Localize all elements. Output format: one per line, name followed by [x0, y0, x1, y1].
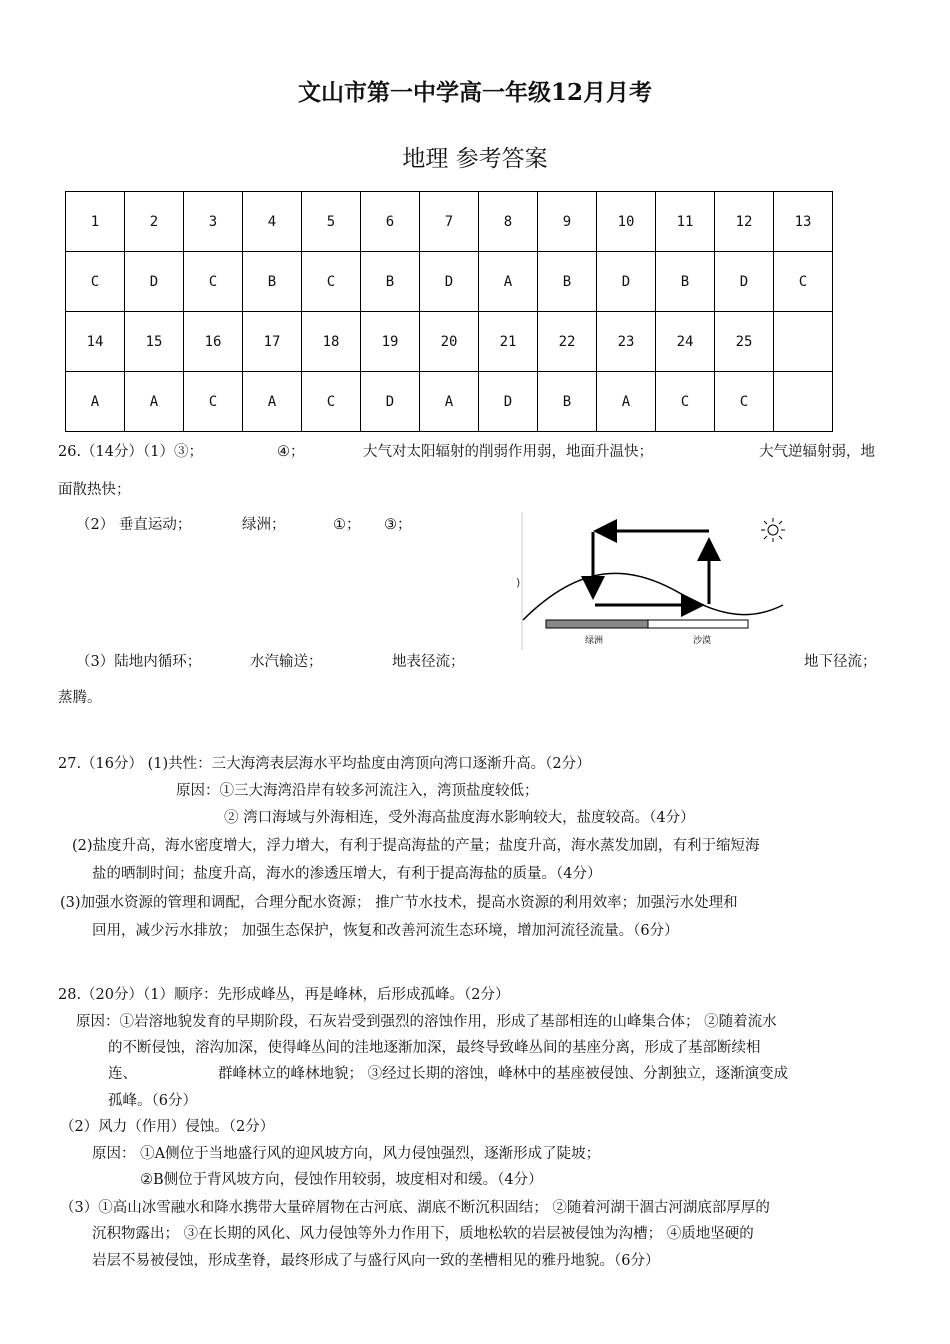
q27-line2: 原因：①三大海湾沿岸有较多河流注入，湾顶盐度较低；	[176, 783, 539, 799]
q28-line9: （3）①高山冰雪融水和降水携带大量碎屑物在古河底、湖底不断沉积固结； ②随着河湖干涸古河湖底部厚厚的	[60, 1200, 770, 1216]
question-number: 3	[184, 192, 243, 252]
q27-line3: ② 湾口海域与外海相连，受外海高盐度海水影响较大，盐度较高。（4分）	[224, 810, 695, 826]
answer-letter: B	[361, 252, 420, 312]
question-number: 8	[479, 192, 538, 252]
question-number: 19	[361, 312, 420, 372]
answer-letter: D	[420, 252, 479, 312]
question-number: 22	[538, 312, 597, 372]
q26-part2-a: （2） 垂直运动；	[76, 517, 192, 533]
q27-line4: (2)盐度升高，海水密度增大，浮力增大，有利于提高海盐的产量；盐度升高，海水蒸发加剧，有利于缩短海	[72, 838, 760, 854]
q28-line8: ②B侧位于背风坡方向，侵蚀作用较弱，坡度相对和缓。（4分）	[140, 1172, 543, 1188]
answer-table	[65, 191, 833, 432]
q28-line2: 原因：①岩溶地貌发育的早期阶段，石灰岩受到强烈的溶蚀作用，形成了基部相连的山峰集合体； ②随着流水	[76, 1014, 777, 1030]
q28-line7: 原因： ①A侧位于当地盛行风的迎风坡方向，风力侵蚀强烈，逐渐形成了陡坡；	[92, 1146, 601, 1162]
oasis-bar	[546, 620, 648, 628]
answer-letter: B	[538, 252, 597, 312]
q27-line7: 回用，减少污水排放； 加强生态保护，恢复和改善河流生态环境，增加河流径流量。（6分）	[92, 923, 679, 939]
answer-letter: C	[774, 252, 833, 312]
q27-line1: 27.（16分） (1)共性：三大海湾表层海水平均盐度由湾顶向湾口逐渐升高。（2分）	[58, 756, 591, 772]
oasis-label: 绿洲	[585, 636, 604, 646]
question-number: 23	[597, 312, 656, 372]
q26-part3-d: 地下径流；	[804, 654, 877, 670]
answer-letter: A	[243, 372, 302, 432]
q26-part2-b: 绿洲；	[242, 517, 286, 533]
page-title: 文山市第一中学高一年级12月月考	[297, 79, 652, 106]
q27-line5: 盐的晒制时间；盐度升高，海水的渗透压增大，有利于提高海盐的质量。（4分）	[92, 866, 602, 882]
answer-letter: C	[184, 252, 243, 312]
q28-line4a: 连、	[108, 1066, 137, 1082]
sun-icon	[761, 518, 785, 542]
answer-letter: D	[125, 252, 184, 312]
q28-line1: 28.（20分）（1）顺序：先形成峰丛，再是峰林，后形成孤峰。（2分）	[58, 987, 510, 1003]
question-number: 10	[597, 192, 656, 252]
question-number: 17	[243, 312, 302, 372]
q26-part3-e: 蒸腾。	[58, 690, 102, 706]
q26-answer-4: ④；	[277, 444, 305, 460]
question-number: 7	[420, 192, 479, 252]
question-number: 11	[656, 192, 715, 252]
answer-letter: A	[479, 252, 538, 312]
question-number: 18	[302, 312, 361, 372]
question-number: 24	[656, 312, 715, 372]
q26-part2-d: ③；	[384, 517, 412, 533]
q26-answer-reason2: 大气逆辐射弱，地	[759, 444, 875, 460]
q26-part3-a: （3）陆地内循环；	[76, 654, 202, 670]
answer-letter: B	[538, 372, 597, 432]
q28-line3: 的不断侵蚀，溶沟加深，使得峰丛间的洼地逐渐加深，最终导致峰丛间的基座分离，形成了基部断续相	[108, 1040, 761, 1056]
answer-letter: D	[715, 252, 774, 312]
question-number: 25	[715, 312, 774, 372]
desert-bar	[648, 620, 748, 628]
page-subtitle: 地理 参考答案	[402, 146, 548, 172]
answer-letter: C	[715, 372, 774, 432]
q26-answer-reason1: 大气对太阳辐射的削弱作用弱，地面升温快；	[363, 444, 653, 460]
answer-letter: B	[656, 252, 715, 312]
question-number: 4	[243, 192, 302, 252]
question-number: 13	[774, 192, 833, 252]
answer-letter: B	[243, 252, 302, 312]
table-row	[66, 192, 833, 252]
answer-letter: C	[302, 372, 361, 432]
answer-letter: A	[125, 372, 184, 432]
question-number: 15	[125, 312, 184, 372]
question-number: 2	[125, 192, 184, 252]
table-row	[66, 252, 833, 312]
q28-line6: （2）风力（作用）侵蚀。（2分）	[60, 1119, 275, 1135]
question-number: 16	[184, 312, 243, 372]
table-row	[66, 372, 833, 432]
q28-line10: 沉积物露出； ③在长期的风化、风力侵蚀等外力作用下，质地松软的岩层被侵蚀为沟槽； ④质地坚硬的	[92, 1226, 754, 1242]
q26-part2-c: ①；	[333, 517, 361, 533]
answer-letter: D	[597, 252, 656, 312]
answer-letter: C	[656, 372, 715, 432]
answer-letter	[774, 372, 833, 432]
question-number	[774, 312, 833, 372]
q28-line11: 岩层不易被侵蚀，形成垄脊，最终形成了与盛行风向一致的垄槽相见的雅丹地貌。（6分）	[92, 1253, 660, 1269]
q28-line4b: 群峰林立的峰林地貌； ③经过长期的溶蚀，峰林中的基座被侵蚀、分割独立，逐渐演变成	[218, 1066, 789, 1082]
question-number: 12	[715, 192, 774, 252]
question-number: 14	[66, 312, 125, 372]
paren-mark: )	[516, 576, 521, 589]
question-number: 9	[538, 192, 597, 252]
q26-part3-b: 水汽输送；	[250, 654, 323, 670]
answer-letter: C	[66, 252, 125, 312]
circulation-diagram	[513, 510, 798, 650]
question-number: 20	[420, 312, 479, 372]
answer-letter: A	[66, 372, 125, 432]
answer-letter: A	[420, 372, 479, 432]
q26-answer-reason2-cont: 面散热快；	[58, 482, 131, 498]
answer-letter: C	[184, 372, 243, 432]
q28-line5: 孤峰。（6分）	[108, 1093, 197, 1109]
desert-label: 沙漠	[693, 636, 712, 646]
question-number: 21	[479, 312, 538, 372]
answer-letter: A	[597, 372, 656, 432]
q26-head: 26.（14分）（1）③；	[58, 444, 203, 460]
question-number: 6	[361, 192, 420, 252]
q27-line6: (3)加强水资源的管理和调配，合理分配水资源； 推广节水技术，提高水资源的利用效率；加强污水处理和	[60, 895, 738, 911]
answer-letter: D	[479, 372, 538, 432]
question-number: 5	[302, 192, 361, 252]
answer-letter: C	[302, 252, 361, 312]
table-row	[66, 312, 833, 372]
terrain-curve	[523, 573, 783, 620]
q26-part3-c: 地表径流；	[392, 654, 465, 670]
question-number: 1	[66, 192, 125, 252]
answer-letter: D	[361, 372, 420, 432]
